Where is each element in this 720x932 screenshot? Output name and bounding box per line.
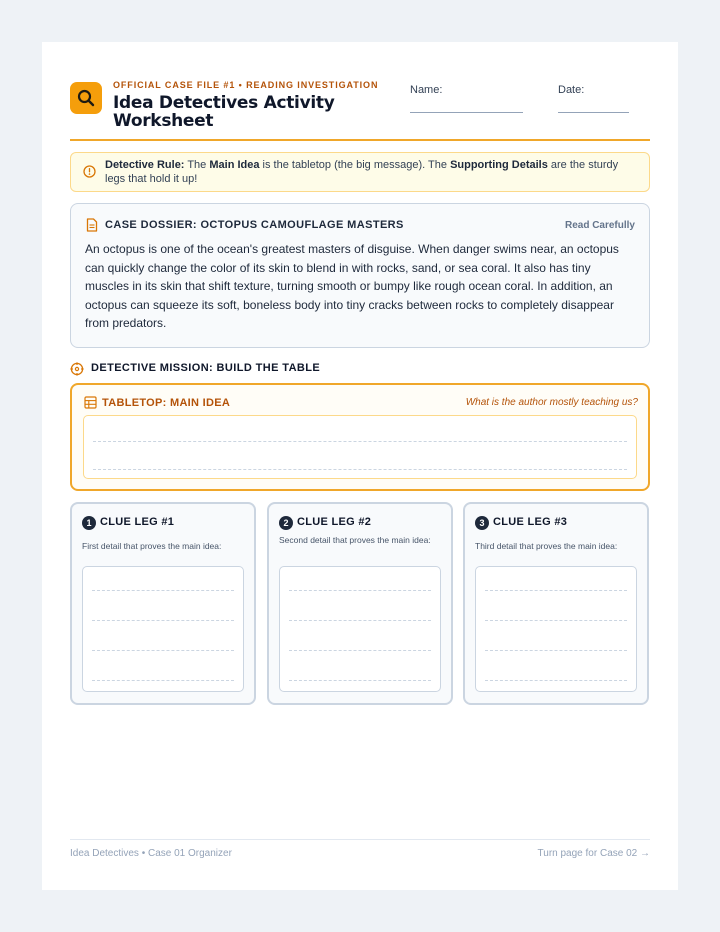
leg-number-badge: 3	[475, 516, 489, 530]
page-title: Idea Detectives Activity Worksheet	[113, 93, 335, 131]
date-field[interactable]	[558, 84, 629, 113]
magnifier-icon	[70, 82, 102, 114]
clue-leg-2-answer-box[interactable]	[279, 566, 441, 692]
answer-line	[485, 620, 627, 621]
header-divider	[70, 139, 650, 141]
rule-main-idea: Main Idea	[209, 159, 260, 171]
tabletop-question: What is the author mostly teaching us?	[465, 397, 638, 408]
clock-icon	[83, 165, 96, 178]
answer-line	[92, 590, 234, 591]
leg-prompt: Second detail that proves the main idea:	[279, 535, 431, 545]
leg-number-badge: 1	[82, 516, 96, 530]
rule-text-1: The	[184, 159, 210, 171]
answer-line	[289, 590, 431, 591]
clue-leg-1-card	[70, 502, 256, 705]
case-dossier	[70, 203, 650, 348]
answer-line	[93, 469, 627, 470]
target-icon	[70, 362, 84, 376]
tabletop-main-idea-card	[70, 383, 650, 491]
name-write-line[interactable]	[410, 112, 523, 113]
worksheet-header	[70, 76, 650, 142]
document-icon	[86, 218, 98, 232]
rule-text-3: are the sturdy legs that hold it up!	[105, 159, 619, 185]
clue-leg-3-card	[463, 502, 649, 705]
dossier-passage: An octopus is one of the ocean's greatest masters of disguise. When danger swims near, an octopus can quickly change the color of its skin to blend in with rocks, sand, or sea coral. It also has tiny muscles in its skin that shift texture, turning smooth or bumpy like rough ocean coral. In addition, an octopus can squeeze its soft, boneless body into tiny cracks between rocks to completely disappear from predators.	[85, 242, 619, 330]
leg-heading: CLUE LEG #2	[297, 516, 372, 528]
table-icon	[84, 396, 97, 409]
footer-organizer-label: Idea Detectives • Case 01 Organizer	[70, 848, 232, 859]
detective-rule-callout	[70, 152, 650, 192]
footer-next-page-hint: Turn page for Case 02 →	[537, 848, 650, 859]
date-write-line[interactable]	[558, 112, 629, 113]
leg-heading: CLUE LEG #1	[100, 516, 175, 528]
rule-text-2: is the tabletop (the big message). The	[259, 159, 451, 171]
name-label: Name:	[410, 84, 443, 96]
answer-line	[485, 590, 627, 591]
date-label: Date:	[558, 84, 585, 96]
main-idea-answer-box[interactable]	[83, 415, 637, 479]
clue-leg-1-answer-box[interactable]	[82, 566, 244, 692]
answer-line	[289, 620, 431, 621]
tabletop-heading: TABLETOP: MAIN IDEA	[102, 397, 231, 409]
leg-number-badge: 2	[279, 516, 293, 530]
clue-leg-3-answer-box[interactable]	[475, 566, 637, 692]
answer-line	[289, 650, 431, 651]
rule-prefix: Detective Rule:	[105, 159, 185, 171]
leg-prompt: Third detail that proves the main idea:	[475, 541, 618, 551]
answer-line	[92, 650, 234, 651]
dossier-heading: CASE DOSSIER: OCTOPUS CAMOUFLAGE MASTERS	[105, 219, 404, 231]
answer-line	[93, 441, 627, 442]
clue-leg-2-card	[267, 502, 453, 705]
rule-supporting-details: Supporting Details	[450, 159, 548, 171]
detective-rule-text	[105, 158, 635, 186]
answer-line	[92, 620, 234, 621]
case-file-kicker: OFFICIAL CASE FILE #1 • READING INVESTIGATION	[113, 80, 379, 90]
mission-heading: DETECTIVE MISSION: BUILD THE TABLE	[91, 362, 321, 374]
worksheet-page	[42, 42, 678, 890]
answer-line	[92, 680, 234, 681]
name-field[interactable]	[410, 84, 523, 113]
read-carefully-tag: Read Carefully	[564, 220, 635, 231]
answer-line	[485, 650, 627, 651]
answer-line	[485, 680, 627, 681]
leg-prompt: First detail that proves the main idea:	[82, 541, 222, 551]
leg-heading: CLUE LEG #3	[493, 516, 568, 528]
answer-line	[289, 680, 431, 681]
footer-divider	[70, 839, 650, 840]
